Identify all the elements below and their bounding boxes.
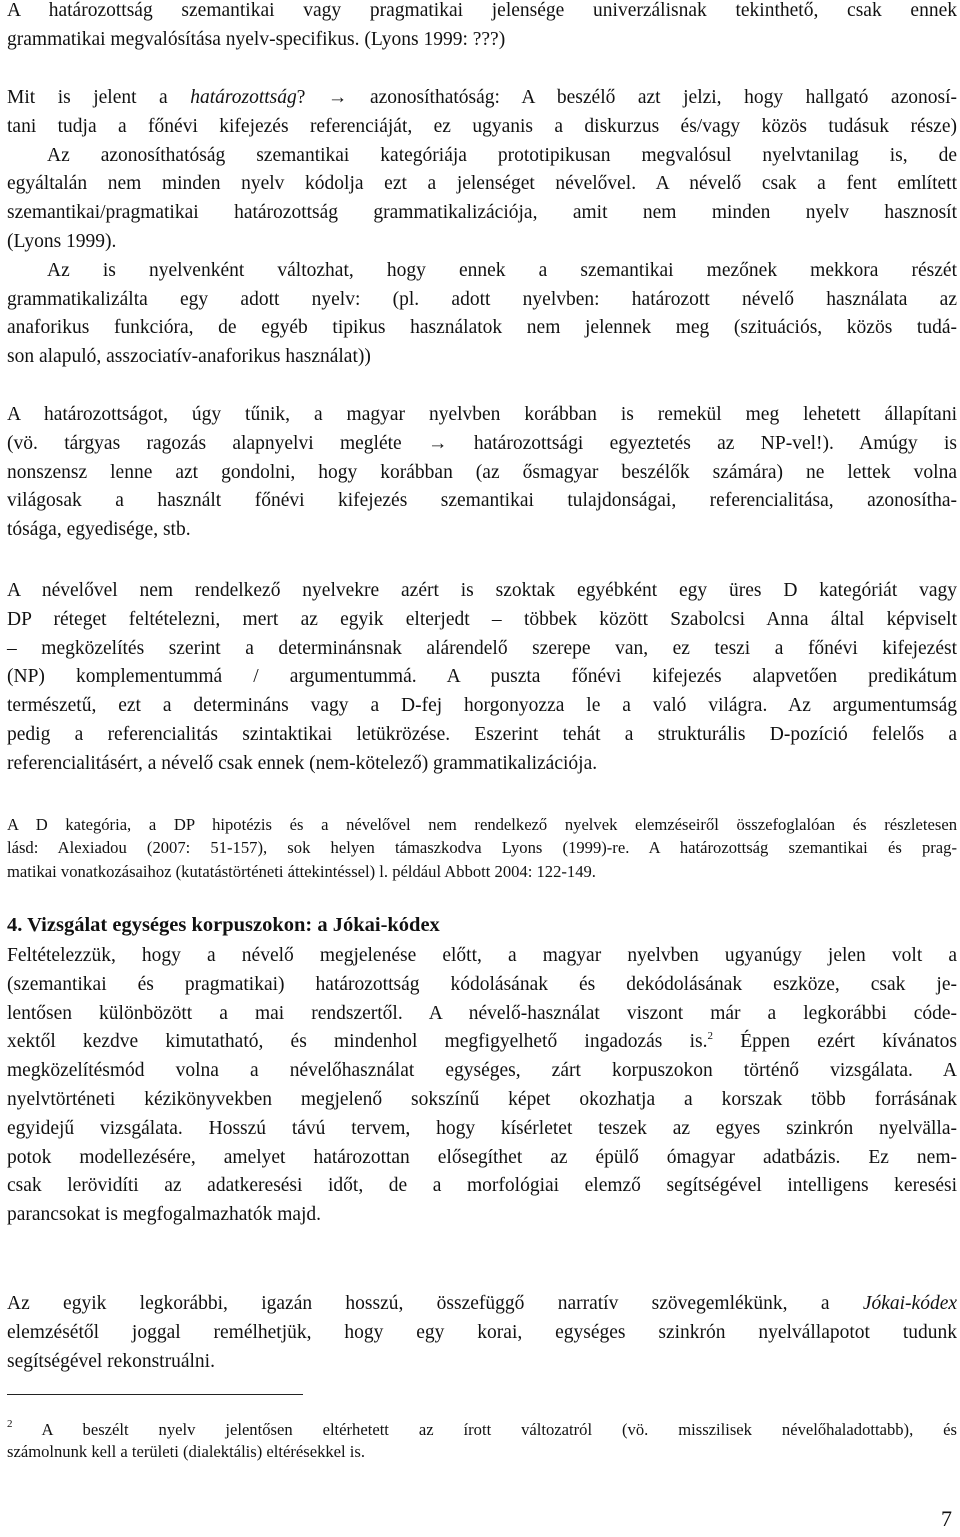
text-line: segítségével rekonstruálni. <box>7 1350 215 1372</box>
text-line: A határozottság szemantikai vagy pragmatikai jelensége univerzálisnak tekinthető, csak ennek <box>7 0 957 21</box>
text-line <box>7 1028 957 1057</box>
footnote <box>7 1419 957 1463</box>
paragraph-references <box>7 813 957 883</box>
text-line: matikai vonatkozásaihoz (kutatástörténeti áttekintéssel) l. például Abbott 2004: 122-149. <box>7 861 596 881</box>
text-line: Az is nyelvenként változhat, hogy ennek a szemantikai mezőnek mekkora részét <box>47 259 957 281</box>
text-line: parancsokat is megfogalmazhatók majd. <box>7 1204 322 1226</box>
text-line <box>7 1419 957 1441</box>
paragraph-definiteness <box>7 84 957 372</box>
section-heading: 4. Vizsgálat egységes korpuszokon: a Jókai-kódex <box>7 914 440 936</box>
text-line: (szemantikai és pragmatikai) határozottság kódolásának és dekódolásának eszköze, csak je- <box>7 973 957 995</box>
text-line: egyáltalán nem minden nyelv kódolja ezt a jelenséget névelővel. A névelő csak a fent említett <box>7 173 957 195</box>
paragraph-hypothesis <box>7 942 957 1230</box>
text-line: nyelvtörténeti kézikönyvekben megjelenő sokszínű képet okozhatja a korszak több forrásának <box>7 1088 957 1110</box>
text-line: (Lyons 1999). <box>7 230 117 252</box>
text-line: Feltételezzük, hogy a névelő megjelenése előtt, a magyar nyelvben ugyanúgy jelen volt a <box>7 945 957 966</box>
text-line: elemzésétől joggal remélhetjük, hogy egy korai, egységes szinkrón nyelvállapotot tudunk <box>7 1321 957 1343</box>
text-line: lásd: Alexiadou (2007: 51-157), sok helyen támaszkodva Lyons (1999)-re. A határozottság szemantikai és prag- <box>7 838 957 858</box>
text-line: (NP) komplementummá / argumentummá. A puszta főnévi kifejezés alapvetően predikátum <box>7 666 957 688</box>
text-line: A D kategória, a DP hipotézis és a névelővel nem rendelkező nyelvek elemzéseiről összefoglalóan és részletesen <box>7 815 957 834</box>
paragraph-hungarian-definiteness <box>7 401 957 545</box>
text-line: A határozottságot, úgy tűnik, a magyar nyelvben korábban is remekül meg lehetett állapítani <box>7 404 957 425</box>
text-line: nonszensz lenne azt gondolni, hogy korábban (az ősmagyar beszélők számára) ne lettek volna <box>7 461 957 483</box>
text-line: világosak a használt főnévi kifejezés szemantikai tulajdonságai, referencialitása, azonosítha- <box>7 490 957 512</box>
text-line: tósága, egyedisége, stb. <box>7 519 191 541</box>
text-line-segment: Az egyik legkorábbi, igazán hosszú, összefüggő narratív szövegemlékünk, a <box>7 1293 830 1314</box>
text-line: tani tudja a főnévi kifejezés referenciáját, ez ugyanis a diskurzus és/vagy közös tudásuk része) <box>7 115 957 137</box>
page-number: 7 <box>941 1506 952 1531</box>
text-line: – megközelítés szerint a determinánsnak alárendelő szerepe van, ez teszi a főnévi kifejezést <box>7 637 957 659</box>
text-line: son alapuló, asszociatív-anaforikus használat)) <box>7 346 371 368</box>
text-line: egyidejű vizsgálata. Hosszú távú tervem, hogy kísérletet teszek az egyes szinkrón nyelvälla- <box>7 1117 957 1139</box>
text-line: Az azonosíthatóság szemantikai kategóriája prototipikusan megvalósul nyelvtanilag is, de <box>47 144 957 166</box>
text-line-segment: xektől kezdve kimutatható, és mindenhol megfigyelhető ingadozás is. <box>7 1031 708 1053</box>
footnote-ref: 2 <box>707 1030 713 1043</box>
paragraph-jokai-codex <box>7 1290 957 1376</box>
text-line: szemantikai/pragmatikai határozottság grammatikalizációja, amit nem minden nyelv hasznosít <box>7 202 957 224</box>
text-line-segment: A beszélt nyelv jelentősen eltérhetett az írott változatról (vö. misszilisek névelőhaladottabb), és <box>41 1420 957 1439</box>
text-line: számolnunk kell a területi (dialektális) eltérésekkel is. <box>7 1442 366 1461</box>
text-line: referencialitásért, a névelő csak ennek (nem-kötelező) grammatikalizációja. <box>7 752 598 774</box>
text-line: megközelítésmód volna a névelőhasználat egységes, zárt korpuszokon történő vizsgálata. A <box>7 1060 957 1082</box>
text-line: grammatikai megvalósítása nyelv-specifikus. (Lyons 1999: ???) <box>7 28 506 50</box>
codex-title: Jókai-kódex <box>862 1293 958 1314</box>
text-line: grammatikalizálta egy adott nyelv: (pl. adott nyelvben: határozott névelő használata az <box>7 288 957 310</box>
paragraph-dp-hypothesis <box>7 577 957 779</box>
text-line: pedig a referencialitás szintaktikai letükrözése. Eszerint tehát a strukturális D-pozíció felelős a <box>7 723 957 745</box>
text-line: csak lerövidíti az adatkeresési időt, de a morfológiai elemző segítségével intelligens keresési <box>7 1175 957 1197</box>
text-line: DP réteget feltételezni, mert az egyik elterjedt – többek között Szabolcsi Anna által képviselt <box>7 608 957 630</box>
text-line <box>7 1290 957 1319</box>
text-line-segment: Éppen ezért kívánatos <box>740 1031 958 1053</box>
text-line: A névelővel nem rendelkező nyelvekre azért is szoktak egyébként egy üres D kategóriát vagy <box>7 580 957 601</box>
footnote-separator <box>7 1394 303 1395</box>
text-line: anaforikus funkcióra, de egyéb tipikus használatok nem jelennek meg (szituációs, közös tudá- <box>7 317 957 339</box>
text-line: természetű, ezt a determináns vagy a D-fej horgonyozza le a való világra. Az argumentumság <box>7 695 957 717</box>
text-line: lentősen különbözött a mai rendszertől. A névelő-használat viszont már a legkorábbi códe- <box>7 1002 957 1024</box>
text-line: (vö. tárgyas ragozás alapnyelvi megléte → határozottsági egyeztetés az NP-vel!). Amúgy is <box>7 432 957 454</box>
paragraph-universality <box>7 0 957 55</box>
footnote-marker: 2 <box>7 1418 13 1430</box>
text-line: potok modellezésére, amelyet határozottan elősegíthet az épülő ómagyar adatbázis. Ez nem- <box>7 1146 957 1168</box>
text-line: Mit is jelent a határozottság? → azonosíthatóság: A beszélő azt jelzi, hogy hallgató azonosí- <box>7 87 957 108</box>
